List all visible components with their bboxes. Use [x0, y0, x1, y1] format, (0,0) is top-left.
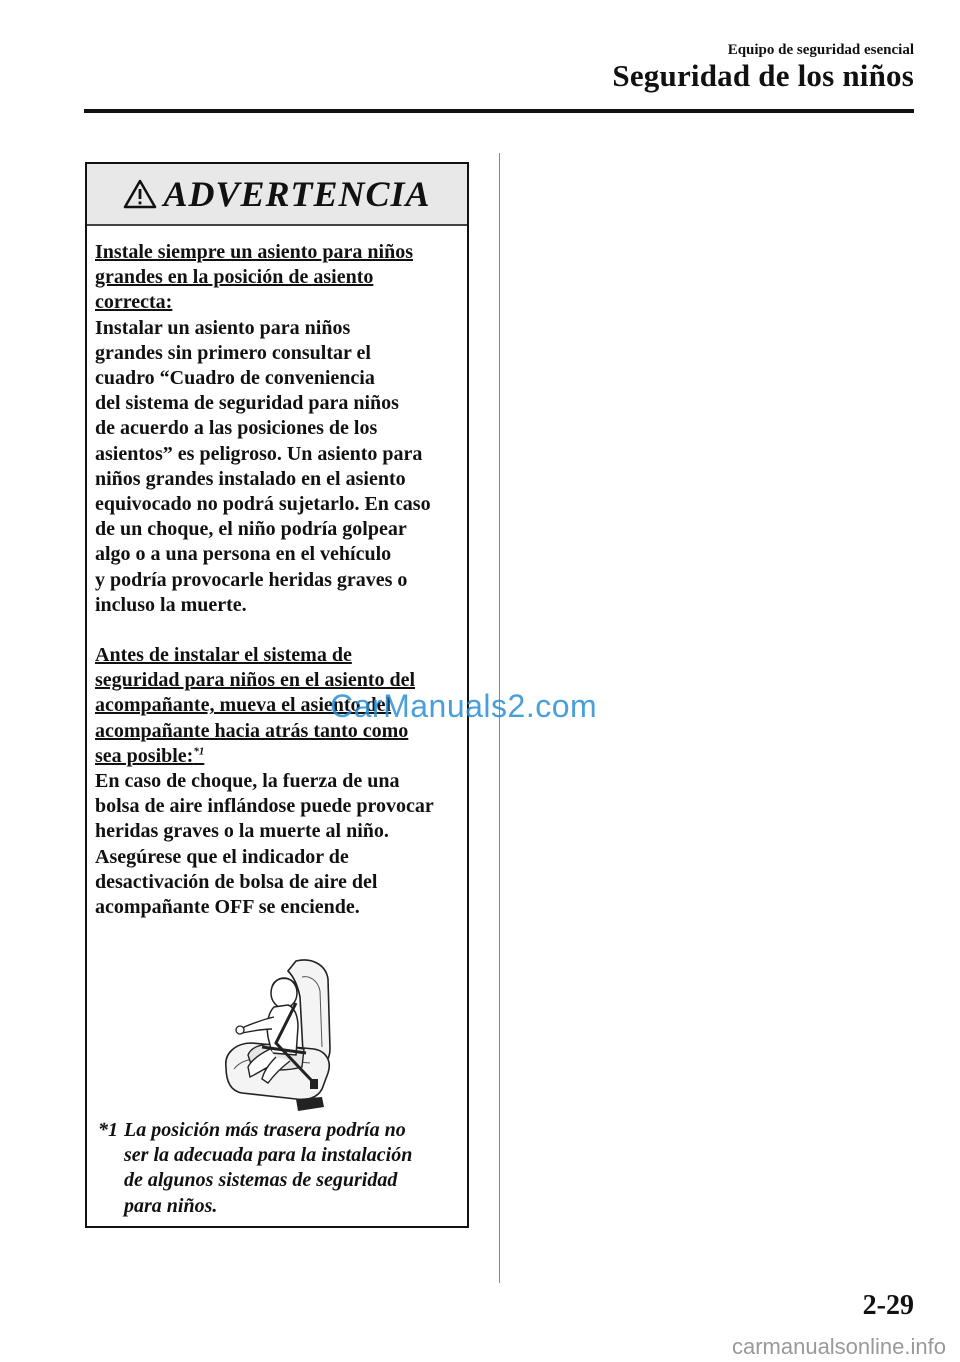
text-line: Antes de instalar el sistema de [95, 644, 352, 667]
footnote [98, 1118, 458, 1219]
text-line: de algunos sistemas de seguridad [124, 1169, 398, 1192]
text-line: seguridad para niños en el asiento del [95, 669, 416, 692]
text-line: acompañante hacia atrás tanto como [95, 719, 409, 742]
text-line: del sistema de seguridad para niños [95, 392, 399, 415]
page-number: 2-29 [862, 1290, 914, 1321]
footnote-text [98, 1118, 458, 1219]
warning-body-1 [95, 316, 467, 618]
text-line: grandes en la posición de asiento [95, 266, 374, 289]
warning-subhead-1 [95, 240, 467, 316]
watermark: CarManuals2.com [330, 688, 598, 724]
text-line: equivocado no podrá sujetarlo. En caso [95, 493, 431, 516]
text-line: de un choque, el niño podría golpear [95, 518, 407, 541]
warning-body [87, 226, 467, 920]
warning-body-2 [95, 769, 467, 920]
subhead-last-line: sea posible: [95, 744, 194, 767]
text-line: acompañante OFF se enciende. [95, 896, 360, 919]
page-title: Seguridad de los niños [612, 58, 914, 93]
text-line: En caso de choque, la fuerza de una [95, 770, 400, 793]
header-section-label: Equipo de seguridad esencial [727, 42, 914, 58]
header-rule [84, 109, 914, 113]
text-line: Instale siempre un asiento para niños [95, 241, 414, 263]
text-line: de acuerdo a las posiciones de los [95, 417, 378, 440]
child-booster-seat-illustration [218, 957, 338, 1115]
text-line: bolsa de aire inflándose puede provocar [95, 795, 434, 818]
text-line: y podría provocarle heridas graves o [95, 568, 408, 591]
text-line: ser la adecuada para la instalación [124, 1144, 413, 1167]
warning-header [87, 164, 467, 226]
text-line: correcta: [95, 291, 173, 314]
warning-triangle-icon [123, 179, 157, 209]
text-line: incluso la muerte. [95, 593, 247, 616]
text-line: Asegúrese que el indicador de [95, 845, 349, 868]
text-line: grandes sin primero consultar el [95, 341, 371, 364]
text-line: cuadro “Cuadro de conveniencia [95, 367, 375, 390]
text-line: niños grandes instalado en el asiento [95, 467, 406, 490]
footer-watermark: carmanualsonline.info [731, 1334, 946, 1359]
text-line: heridas graves o la muerte al niño. [95, 820, 389, 843]
text-line: asientos” es peligroso. Un asiento para [95, 442, 423, 465]
text-line: La posición más trasera podría no [124, 1119, 406, 1141]
paragraph-gap [95, 618, 467, 643]
text-line [95, 744, 467, 769]
text-line: para niños. [124, 1194, 218, 1217]
footnote-reference: *1 [193, 745, 205, 758]
text-line: algo o a una persona en el vehículo [95, 543, 392, 566]
text-line: Instalar un asiento para niños [95, 316, 351, 339]
footnote-marker: *1 [98, 1119, 118, 1141]
text-line: desactivación de bolsa de aire del [95, 870, 378, 893]
text-line: acompañante, mueva el asiento del [95, 694, 392, 717]
warning-title: ADVERTENCIA [163, 174, 431, 214]
